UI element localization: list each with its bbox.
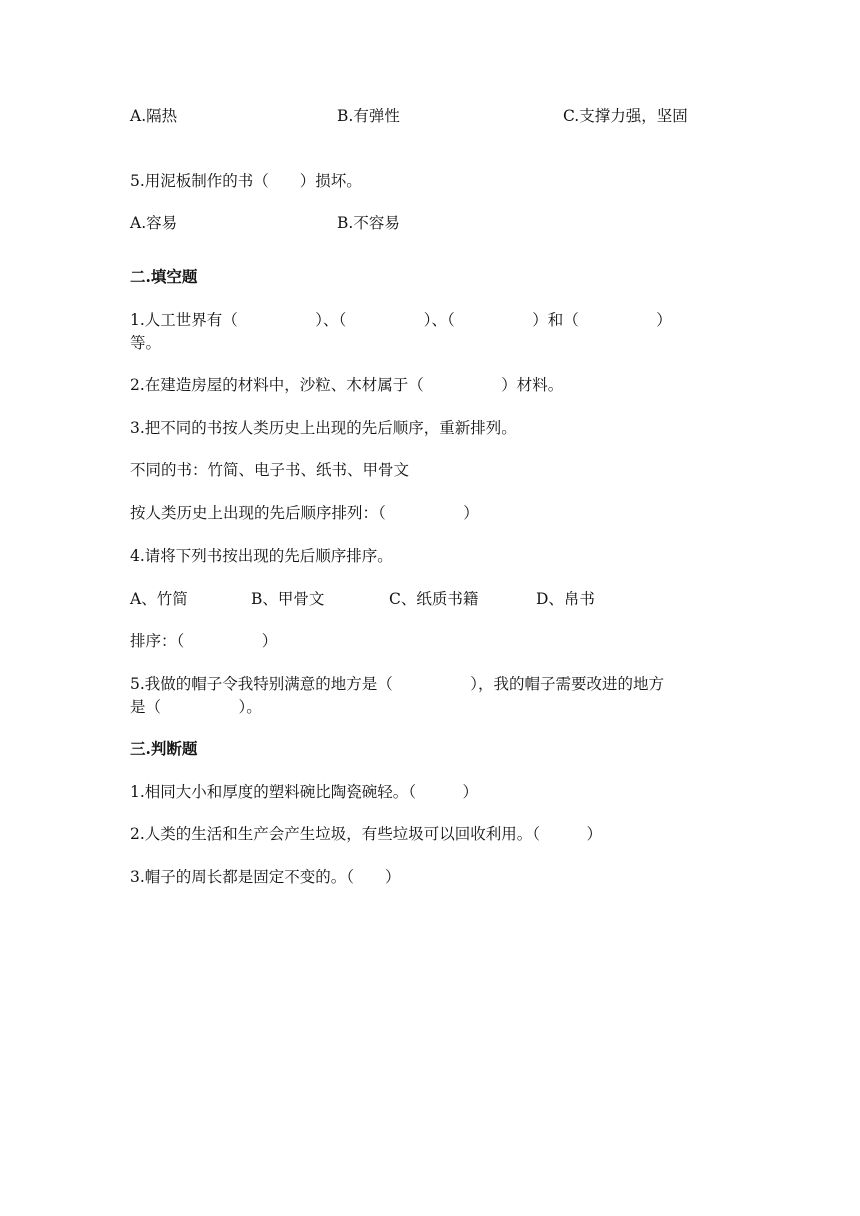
q4-option-b: B.有弹性: [337, 107, 400, 125]
question-5: 5.用泥板制作的书（ ）损坏。: [130, 172, 362, 190]
fill-q4-option-a: A、竹简: [130, 590, 188, 608]
fill-q4-option-d: D、帛书: [536, 590, 595, 608]
fill-q5-line1: 5.我做的帽子令我特别满意的地方是（ ），我的帽子需要改进的地方: [130, 675, 665, 693]
q4-option-c: C.支撑力强，坚固: [563, 107, 688, 125]
section-true-false-title: 三.判断题: [130, 739, 198, 758]
fill-q1-line2: 等。: [130, 334, 162, 352]
fill-q3-answer: 按人类历史上出现的先后顺序排列：（ ）: [130, 504, 479, 522]
fill-q5-line2: 是（ ）。: [130, 698, 262, 716]
tf-q3: 3.帽子的周长都是固定不变的。（ ）: [130, 868, 401, 886]
fill-q4-answer: 排序：（ ）: [130, 632, 278, 650]
fill-q4: 4.请将下列书按出现的先后顺序排序。: [130, 547, 393, 565]
fill-q4-option-b: B、甲骨文: [251, 590, 325, 608]
fill-q2: 2.在建造房屋的材料中，沙粒、木材属于（ ）材料。: [130, 376, 564, 394]
tf-q1: 1.相同大小和厚度的塑料碗比陶瓷碗轻。（ ）: [130, 783, 479, 801]
q4-option-a: A.隔热: [130, 107, 178, 125]
q5-option-b: B.不容易: [337, 214, 400, 232]
fill-q3-books: 不同的书：竹简、电子书、纸书、甲骨文: [130, 461, 410, 479]
fill-q4-option-c: C、纸质书籍: [389, 590, 479, 608]
q5-option-a: A.容易: [130, 214, 178, 232]
fill-q3: 3.把不同的书按人类历史上出现的先后顺序，重新排列。: [130, 419, 517, 437]
tf-q2: 2.人类的生活和生产会产生垃圾，有些垃圾可以回收利用。（ ）: [130, 825, 603, 843]
fill-q1-line1: 1.人工世界有（ ）、（ ）、（ ）和（ ）: [130, 311, 672, 329]
section-fill-in-title: 二.填空题: [130, 267, 198, 286]
